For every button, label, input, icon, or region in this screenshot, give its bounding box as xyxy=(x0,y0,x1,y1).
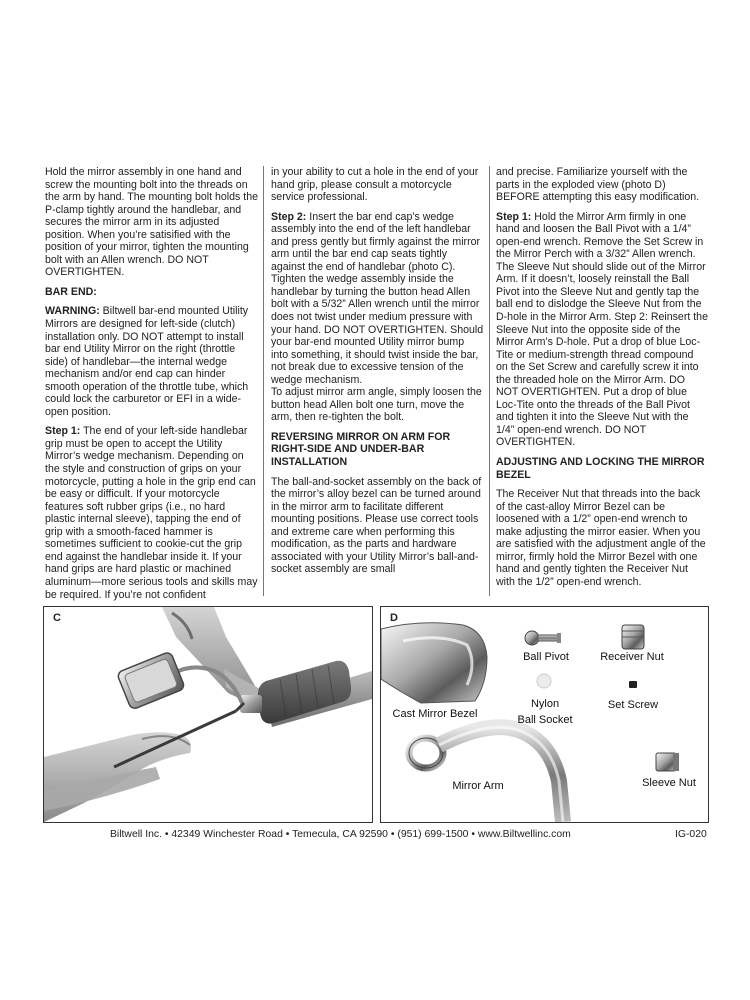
ball-socket-paragraph: The ball-and-socket assembly on the back of the mirror’s alloy bezel can be turned around in the mirror arm to facilitate different mounting positions. Please use correct tools and extreme care when performing this modification, as the parts and hardware associated with your Utility Mirror’s ball-and-socket assembly are small xyxy=(271,475,482,576)
nylon-ball-socket-image xyxy=(537,674,551,688)
footer-address: Biltwell Inc. • 42349 Winchester Road • Temecula, CA 92590 • (951) 699-1500 • www.Biltwellinc.com xyxy=(110,829,571,840)
adjust-paragraph: To adjust mirror arm angle, simply loosen the button head Allen bolt one turn, move the arm, then re-tighten the bolt. xyxy=(271,386,482,424)
consult-paragraph: in your ability to cut a hole in the end of your hand grip, please consult a motorcycle service professional. xyxy=(271,166,479,204)
sleeve-nut-label: Sleeve Nut xyxy=(642,777,696,789)
reversing-heading: REVERSING MIRROR ON ARM FOR RIGHT-SIDE AND UNDER-BAR INSTALLATION xyxy=(271,430,451,469)
text-column-1 xyxy=(45,166,258,601)
installation-photo-illustration xyxy=(44,607,372,822)
step1-label: Step 1: xyxy=(45,425,81,438)
ball-socket-label: Ball Socket xyxy=(517,714,573,726)
step1-text: The end of your left-side handlebar grip must be open to accept the Utility Mirror’s wedge mechanism. Depending on the style and construction of grips on your motorcycle, putting a hole in the grip end can be easy or difficult. If your motorcycle features soft rubber grips (i.e., no hard plastic internal sleeve), tapping the end of grip with a smooth-faced hammer is sometimes sufficient to cookie-cut the grip end against the handlebar inside it. If your hand grips are hard plastic or machined aluminum—more serious tools and skills may be required. If you’re not confident xyxy=(45,425,258,601)
ball-pivot-image xyxy=(525,631,561,645)
photo-c-installation xyxy=(43,606,373,823)
step1-paragraph xyxy=(45,425,258,601)
step1-reversing-paragraph xyxy=(496,211,708,449)
mirror-head xyxy=(117,651,186,710)
warning-paragraph xyxy=(45,305,258,418)
photo-c-label: C xyxy=(53,612,61,624)
mirror-arm-image xyxy=(409,727,563,822)
set-screw-label: Set Screw xyxy=(607,699,659,711)
warning-label: WARNING: xyxy=(45,305,100,318)
bar-end-heading: BAR END: xyxy=(45,285,97,298)
precise-paragraph: and precise. Familiarize yourself with the parts in the exploded view (photo D) BEFORE attempting this easy modification. xyxy=(496,166,700,204)
text-column-3 xyxy=(496,166,708,589)
footer-doc-code: IG-020 xyxy=(675,829,707,840)
receiver-nut-image xyxy=(622,625,644,649)
ball-pivot-label: Ball Pivot xyxy=(523,651,569,663)
step1-reversing-label: Step 1: xyxy=(496,210,532,223)
sleeve-nut-image xyxy=(656,753,679,771)
step1-reversing-text: Hold the Mirror Arm firmly in one hand and loosen the Ball Pivot with a 1/4” open-end wrench. Remove the Set Screw in the Mirror Perch with a 3/32” Allen wrench. The Sleeve Nut should slide out of the Mirror Arm. If it doesn’t, loosely reinstall the Ball Pivot into the Sleeve Nut and gently tap the ball end to dislodge the Sleeve Nut from the D-hole in the Mirror Arm. Step 2: Reinsert the Sleeve Nut into the opposite side of the Mirror Arm’s D-hole. Put a drop of blue Loc-Tite or medium-strength thread compound on the Set Screw and carefully screw it into the threaded hole on the Mirror Arm. DO NOT OVERTIGHTEN. Put a drop of blue Loc-Tite onto the threads of the Ball Pivot and tighten it into the Sleeve Nut with the 1/4” open-end wrench. DO NOT OVERTIGHTEN. xyxy=(496,210,708,449)
step2-paragraph xyxy=(271,211,484,387)
step2-label: Step 2: xyxy=(271,210,307,223)
mirror-arm-label: Mirror Arm xyxy=(452,780,504,792)
warning-text: Biltwell bar-end mounted Utility Mirrors are designed for left-side (clutch) installation only. DO NOT attempt to install bar end Utility Mirror on the right (throttle side) of handlebar—the internal wedge mechanism and/or end cap can hinder smooth operation of the throttle tube, which could lock the carburetor or EFI in a wide-open position. xyxy=(45,305,249,418)
column-divider-2 xyxy=(489,166,490,596)
photo-d-label: D xyxy=(390,612,398,624)
column-divider-1 xyxy=(263,166,264,596)
receiver-nut-label: Receiver Nut xyxy=(600,651,664,663)
text-column-2 xyxy=(271,166,484,576)
set-screw-image xyxy=(629,681,637,688)
intro-paragraph: Hold the mirror assembly in one hand and screw the mounting bolt into the threads on the arm by hand. The mounting bolt holds the P-clamp tightly around the handlebar, and secures the mirror arm in its adjusted position. When you’re satisified with the position of your mirror, tighten the mounting bolt with an Allen wrench. DO NOT OVERTIGHTEN. xyxy=(45,166,258,279)
step2-text: Insert the bar end cap’s wedge assembly into the end of the left handlebar and press gently but firmly against the mirror arm until the bar end cap seats tightly against the end of handlebar (photo C). Tighten the wedge assembly inside the handlebar by turning the button head Allen bolt with a 5/32” Allen wrench until the mirror does not twist under medium pressure with your hand. DO NOT OVERTIGHTEN. Should your bar-end mounted Utility mirror bump into something, it should twist inside the bar, not break due to excessive tension of the wedge mechanism. xyxy=(271,210,484,386)
nylon-label: Nylon xyxy=(530,698,560,710)
receiver-nut-paragraph: The Receiver Nut that threads into the back of the cast-alloy Mirror Bezel can be loosened with a 1/2” open-end wrench to make adjusting the mirror easier. When you are satisfied with the adjustment angle of the mirror, firmly hold the Mirror Bezel with one hand and gently tighten the Receiver Nut with the 1/2” open-end wrench. xyxy=(496,488,706,588)
adjusting-heading: ADJUSTING AND LOCKING THE MIRROR BEZEL xyxy=(496,456,705,481)
cast-mirror-bezel-label: Cast Mirror Bezel xyxy=(392,708,478,720)
photo-d-exploded-view xyxy=(380,606,709,823)
